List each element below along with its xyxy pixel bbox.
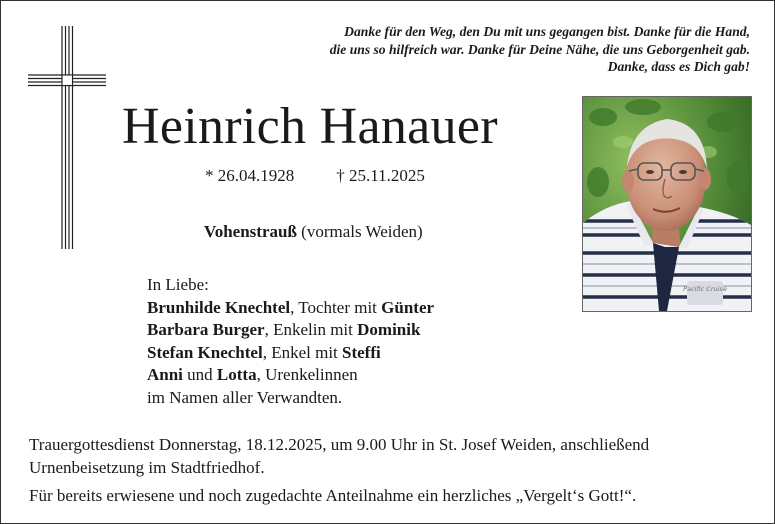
mourner-name: Barbara Burger: [147, 320, 265, 339]
mourner-line: [147, 342, 434, 365]
death-date: † 25.11.2025: [336, 166, 425, 185]
mourner-relation: , Enkel mit: [262, 342, 343, 362]
thanks-note: Für bereits erwiesene und noch zugedachte Anteilnahme ein herzliches „Vergelt‘s Gott!“.: [29, 486, 637, 505]
funeral-service-info: Trauergottesdienst Donnerstag, 18.12.2025, um 9.00 Uhr in St. Josef Weiden, anschließend Urnenbeisetzung im Stadtfriedhof.: [29, 435, 650, 477]
cross-icon: [28, 26, 106, 249]
residence-town: Vohenstrauß: [204, 222, 297, 241]
footer-text: [29, 434, 759, 508]
mourner-line: [147, 364, 434, 387]
mourner-line: [147, 319, 434, 342]
mourner-relation: , Tochter mit: [290, 297, 382, 317]
life-dates: [205, 166, 425, 186]
mourner-relation: , Enkelin mit: [264, 320, 358, 339]
mourner-name: Brunhilde Knechtel: [147, 297, 291, 317]
mourner-partner: Günter: [381, 297, 435, 317]
deceased-name: Heinrich Hanauer: [122, 98, 498, 155]
portrait-image: [583, 97, 751, 311]
mourner-name: Lotta: [216, 365, 257, 384]
mourner-line: [147, 297, 434, 320]
mourner-relation: und: [182, 365, 217, 384]
quote-line: Danke für den Weg, den Du mit uns gegangen bist. Danke für die Hand,: [344, 24, 750, 39]
mourner-name: Anni: [147, 365, 183, 384]
birth-date: * 26.04.1928: [205, 166, 295, 185]
mourner-relation: , Urenkelinnen: [256, 365, 358, 384]
mourner-partner: Dominik: [357, 320, 421, 339]
quote-line: Danke, dass es Dich gab!: [607, 59, 750, 74]
shirt-print-text: Pacific Cruise: [683, 285, 727, 293]
portrait-photo: [582, 96, 752, 312]
mourners-intro: In Liebe:: [147, 275, 209, 294]
residence-note: (vormals Weiden): [296, 222, 423, 241]
memorial-quote: [210, 23, 750, 76]
mourner-name: Stefan Knechtel: [147, 342, 263, 362]
quote-line: die uns so hilfreich war. Danke für Deine Nähe, die uns Geborgenheit gab.: [329, 41, 750, 57]
mourners-closing: im Namen aller Verwandten.: [147, 387, 343, 407]
mourner-partner: Steffi: [342, 342, 381, 362]
residence: [204, 222, 423, 242]
mourners-list: [147, 274, 434, 409]
